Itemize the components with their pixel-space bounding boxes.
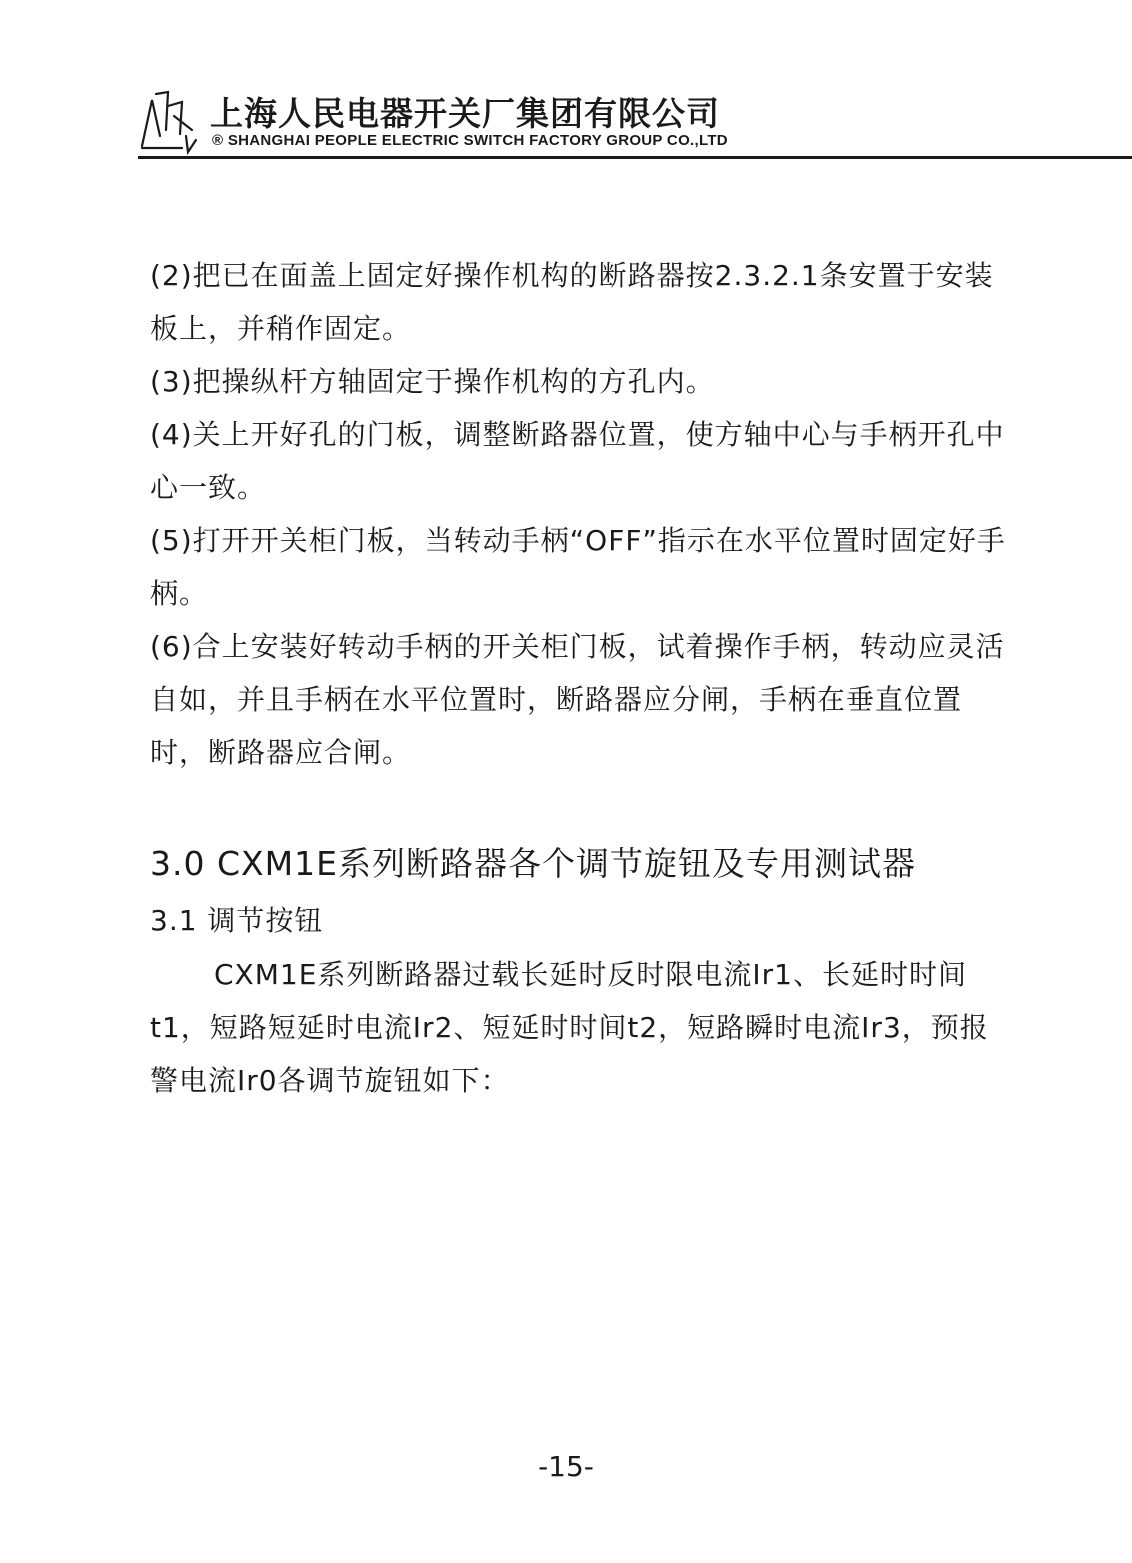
section-paragraph-text: CXM1E系列断路器过载长延时反时限电流Ir1、长延时时间t1，短路短延时电流Ir2、短延时时间t2，短路瞬时电流Ir3，预报警电流Ir0各调节旋钮如下：	[150, 958, 989, 1097]
instruction-step-4: (4)关上开好孔的门板，调整断路器位置，使方轴中心与手柄开孔中心一致。	[150, 418, 1005, 504]
subsection-heading: 3.1 调节按钮	[150, 904, 324, 937]
page-number: -15-	[538, 1450, 594, 1483]
page-header	[138, 86, 1132, 158]
instruction-step-5: (5)打开开关柜门板，当转动手柄“OFF”指示在水平位置时固定好手柄。	[150, 524, 1006, 610]
company-name-chinese: 上海人民电器开关厂集团有限公司	[210, 94, 720, 133]
header-divider	[138, 156, 1132, 159]
section-paragraph	[150, 948, 1000, 1107]
section-heading: 3.0 CXM1E系列断路器各个调节旋钮及专用测试器	[150, 844, 916, 883]
instruction-list	[150, 249, 1010, 779]
company-name-english: ® SHANGHAI PEOPLE ELECTRIC SWITCH FACTORY GROUP CO.,LTD	[212, 132, 728, 149]
instruction-step-6: (6)合上安装好转动手柄的开关柜门板，试着操作手柄，转动应灵活自如，并且手柄在水平位置时，断路器应分闸，手柄在垂直位置时，断路器应合闸。	[150, 630, 1005, 769]
company-logo-icon	[138, 86, 204, 156]
instruction-step-3: (3)把操纵杆方轴固定于操作机构的方孔内。	[150, 365, 715, 398]
instruction-step-2: (2)把已在面盖上固定好操作机构的断路器按2.3.2.1条安置于安装板上，并稍作固定。	[150, 259, 994, 345]
